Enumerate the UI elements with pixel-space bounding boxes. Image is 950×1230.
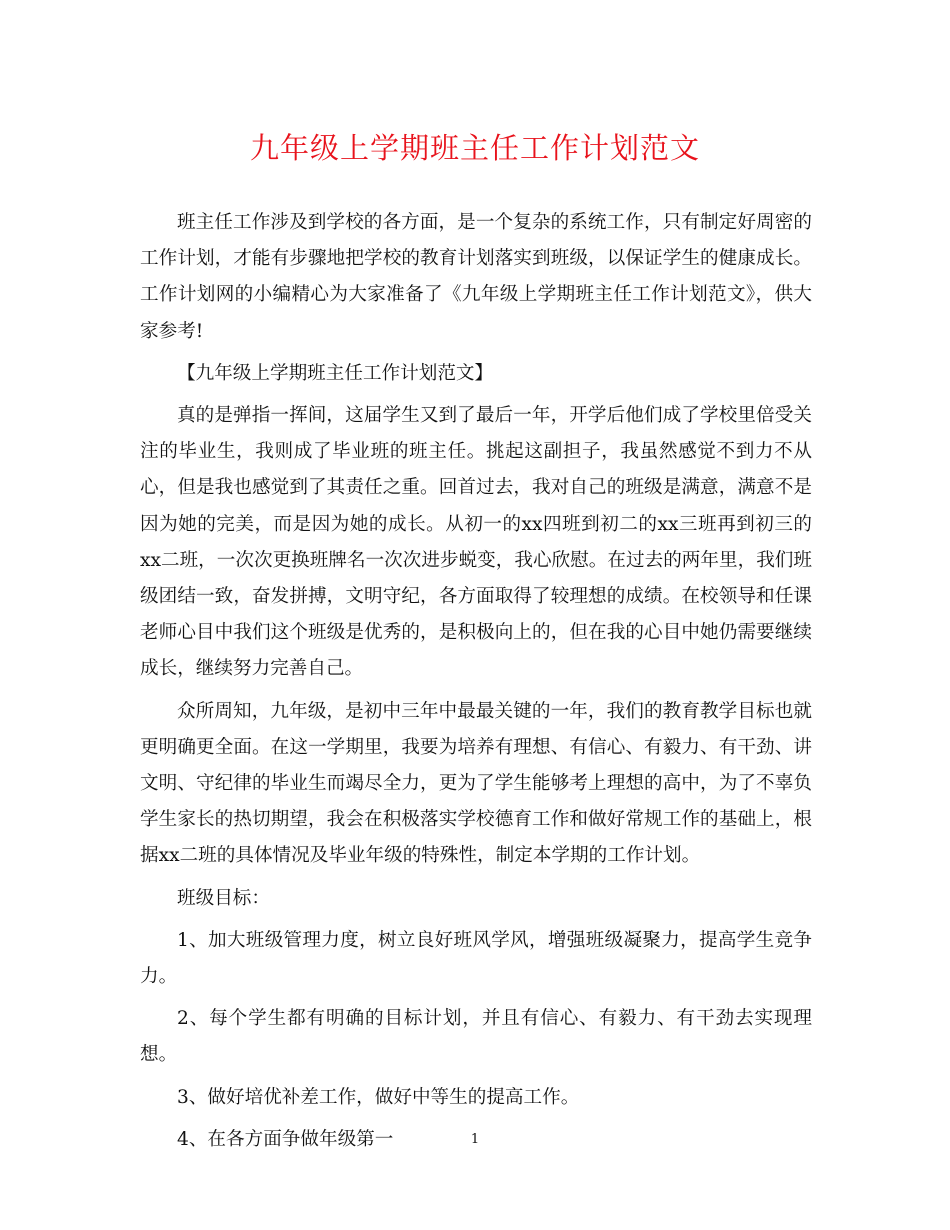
paragraph-plan: 众所周知，九年级，是初中三年中最最关键的一年，我们的教育教学目标也就更明确更全面。在这一学期里，我要为培养有理想、有信心、有毅力、有干劲、讲文明、守纪律的毕业生而竭尽全力，更为了学生能够考上理想的高中，为了不辜负学生家长的热切期望，我会在积极落实学校德育工作和做好常规工作的基础上，根据xx二班的具体情况及毕业年级的特殊性，制定本学期的工作计划。 <box>140 700 812 867</box>
document-title: 九年级上学期班主任工作计划范文 <box>249 131 700 165</box>
paragraph-heading: 【九年级上学期班主任工作计划范文】 <box>177 362 494 384</box>
goal-item-3: 3、做好培优补差工作，做好中等生的提高工作。 <box>177 1086 580 1108</box>
goal-item-2: 2、每个学生都有明确的目标计划，并且有信心、有毅力、有干劲去实现理想。 <box>140 1008 812 1066</box>
goal-item-1: 1、加大班级管理力度，树立良好班风学风，增强班级凝聚力，提高学生竞争力。 <box>140 929 812 988</box>
page-number: 1 <box>470 1132 480 1147</box>
paragraph-review: 真的是弹指一挥间，这届学生又到了最后一年，开学后他们成了学校里倍受关注的毕业生，我则成了毕业班的班主任。挑起这副担子，我虽然感觉不到力不从心，但是我也感觉到了其责任之重。回首过去，我对自己的班级是满意，满意不是因为她的完美，而是因为她的成长。从初一的xx四班到初二的xx三班再到初三的xx二班，一次次更换班牌名一次次进步蜕变，我心欣慰。在过去的两年里，我们班级团结一致，奋发拼搏，文明守纪，各方面取得了较理想的成绩。在校领导和任课老师心目中我们这个班级是优秀的，是积极向上的，但在我的心目中她仍需要继续成长，继续努力完善自己。 <box>140 405 812 680</box>
paragraph-intro: 班主任工作涉及到学校的各方面，是一个复杂的系统工作，只有制定好周密的工作计划，才能有步骤地把学校的教育计划落实到班级，以保证学生的健康成长。工作计划网的小编精心为大家准备了《九年级上学期班主任工作计划范文》，供大家参考! <box>140 212 812 342</box>
document-body <box>140 205 812 1164</box>
paragraph-goals-label: 班级目标： <box>177 887 270 909</box>
goal-item-4: 4、在各方面争做年级第一 <box>177 1128 394 1150</box>
